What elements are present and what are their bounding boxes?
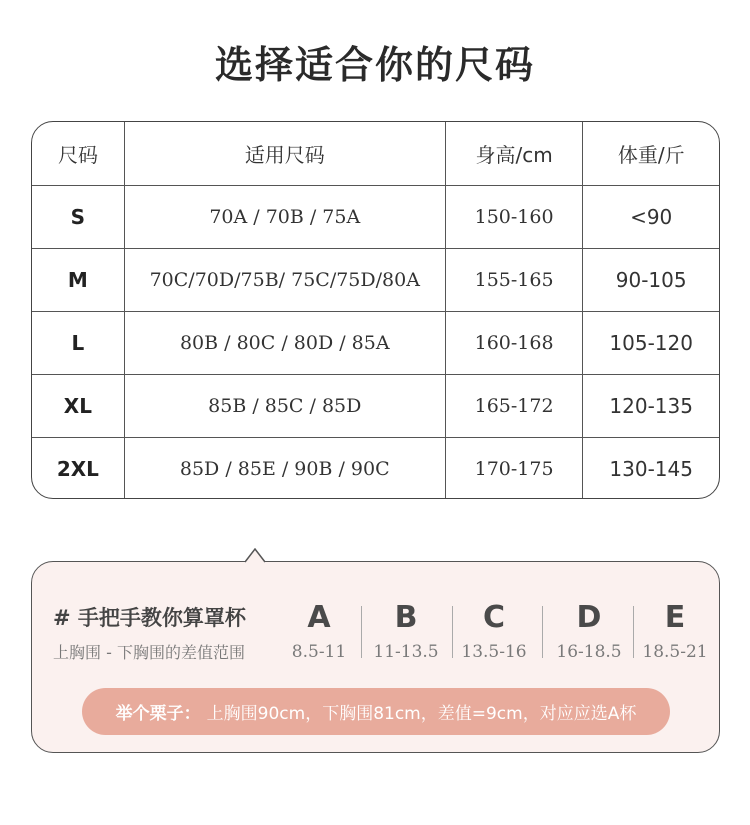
example-lead: 举个栗子： — [115, 704, 201, 724]
height-cell: 165-172 — [445, 375, 583, 437]
cup-guide-panel — [31, 561, 720, 753]
weight-cell: 105-120 — [582, 312, 719, 374]
cup-d — [544, 598, 634, 662]
cup-range: 13.5-16 — [461, 642, 527, 662]
size-cell: S — [70, 205, 86, 229]
weight-cell: <90 — [582, 186, 719, 248]
header-fit: 适用尺码 — [124, 122, 445, 185]
weight-cell: 120-135 — [582, 375, 719, 437]
cup-letter: D — [576, 600, 602, 635]
fit-cell: 85D / 85E / 90B / 90C — [124, 438, 445, 499]
table-row — [32, 374, 719, 437]
cup-range: 18.5-21 — [642, 642, 708, 662]
page-title: 选择适合你的尺码 — [214, 43, 535, 87]
example-text: 上胸围90cm，下胸围81cm，差值=9cm，对应应选A杯 — [206, 704, 637, 724]
height-cell: 160-168 — [445, 312, 583, 374]
fit-cell: 80B / 80C / 80D / 85A — [124, 312, 445, 374]
cup-letter: E — [664, 600, 686, 635]
cup-a — [274, 598, 364, 662]
cup-e — [630, 598, 720, 662]
size-chart-table — [31, 121, 720, 499]
height-cell: 150-160 — [445, 186, 583, 248]
example-pill — [82, 688, 670, 735]
fit-cell: 85B / 85C / 85D — [124, 375, 445, 437]
size-cell: XL — [63, 394, 92, 418]
cup-b — [361, 598, 451, 662]
cup-guide-subheading: 上胸围 - 下胸围的差值范围 — [53, 643, 245, 662]
size-cell: L — [71, 331, 85, 355]
table-row — [32, 311, 719, 374]
cup-range: 8.5-11 — [291, 642, 347, 662]
size-cell: 2XL — [56, 457, 99, 481]
table-row — [32, 437, 719, 499]
cup-letter: C — [482, 600, 506, 635]
cup-guide-heading: # 手把手教你算罩杯 — [53, 606, 246, 630]
header-size: 尺码 — [58, 143, 98, 167]
cup-divider — [542, 606, 543, 658]
cup-range: 16-18.5 — [556, 642, 622, 662]
size-cell: M — [67, 268, 88, 292]
weight-cell: 130-145 — [582, 438, 719, 499]
fit-cell: 70A / 70B / 75A — [124, 186, 445, 248]
fit-cell: 70C/70D/75B/ 75C/75D/80A — [124, 249, 445, 311]
cup-letter: A — [307, 600, 331, 635]
height-cell: 155-165 — [445, 249, 583, 311]
weight-cell: 90-105 — [582, 249, 719, 311]
cup-letter: B — [394, 600, 418, 635]
header-weight: 体重/斤 — [582, 122, 719, 185]
table-row — [32, 185, 719, 248]
table-header-row — [32, 122, 719, 185]
header-height: 身高/cm — [445, 122, 583, 185]
table-row — [32, 248, 719, 311]
cup-range: 11-13.5 — [373, 642, 439, 662]
cup-c — [449, 598, 539, 662]
height-cell: 170-175 — [445, 438, 583, 499]
